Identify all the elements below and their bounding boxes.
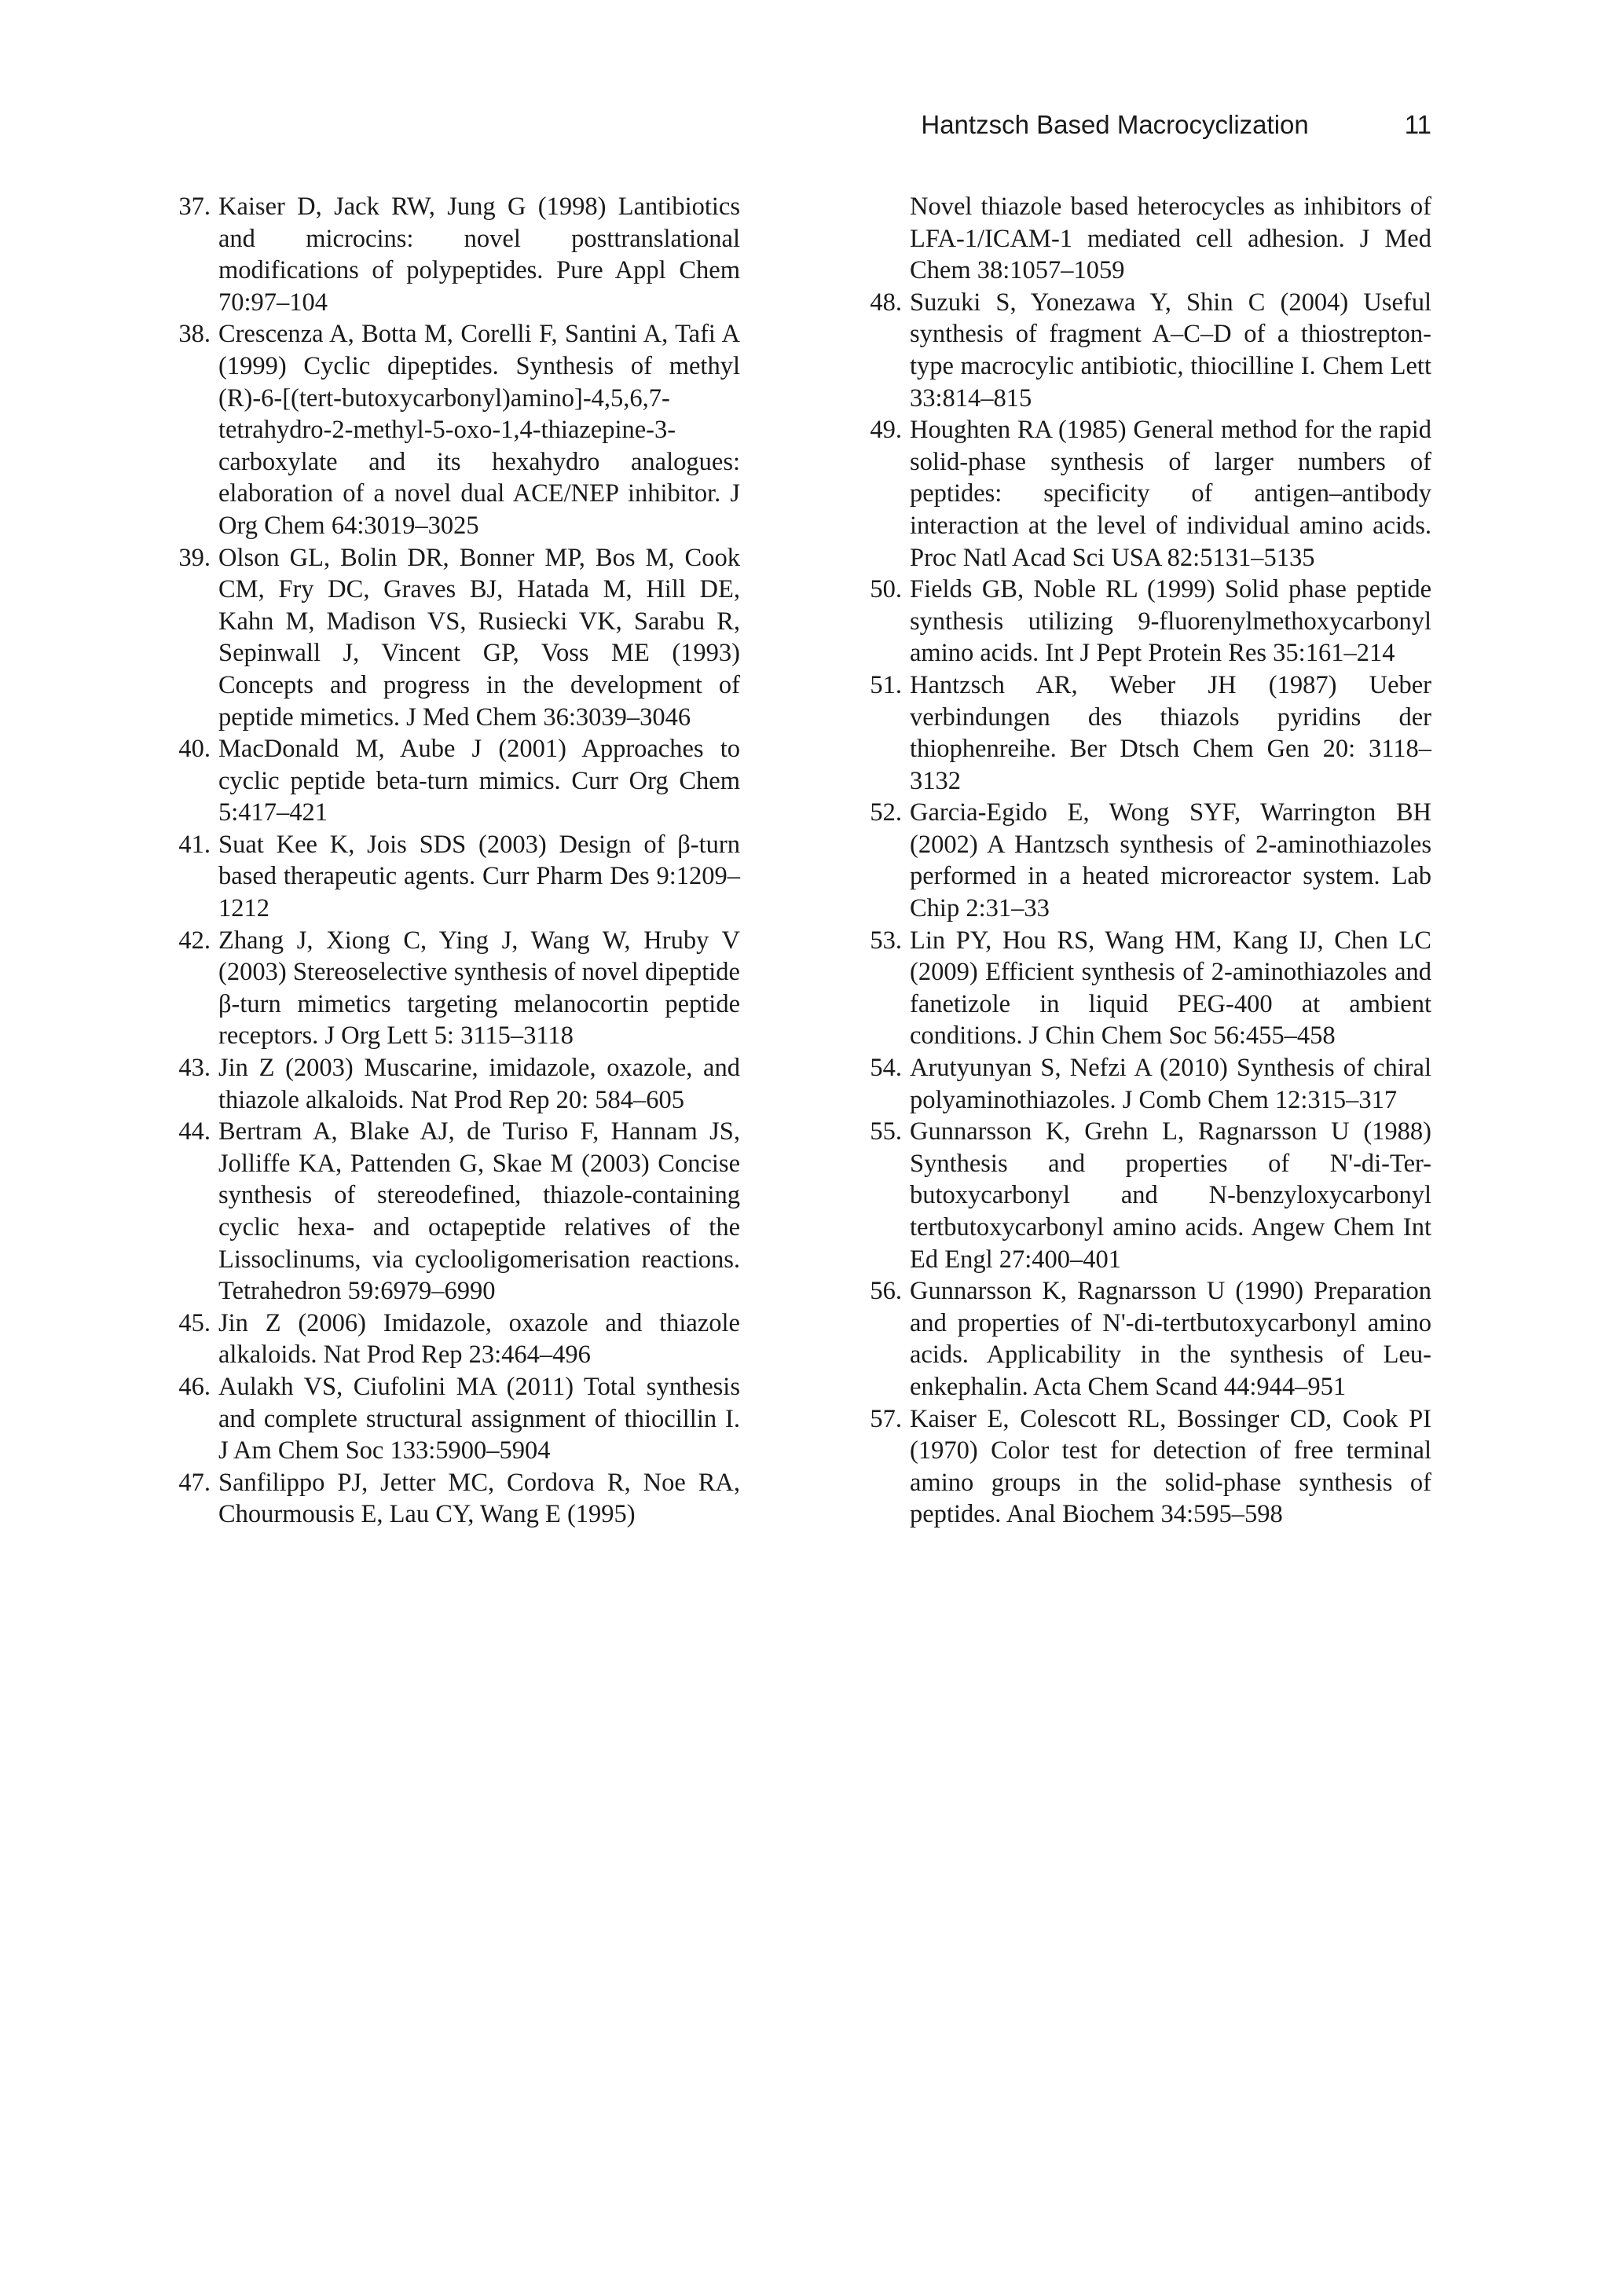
- reference-item: [157, 1467, 740, 1531]
- reference-text: Suat Kee K, Jois SDS (2003) Design of β-turn based therapeutic agents. Curr Pharm Des 9:1209–1212: [218, 830, 740, 923]
- reference-item: [848, 414, 1431, 574]
- reference-number: 49.: [870, 416, 902, 445]
- reference-item: [848, 1275, 1431, 1403]
- reference-text: Hantzsch AR, Weber JH (1987) Ueber verbindungen des thiazols pyridins der thiophenreihe. Ber Dtsch Chem Gen 20: 3118–3132: [910, 670, 1431, 795]
- reference-text: Olson GL, Bolin DR, Bonner MP, Bos M, Cook CM, Fry DC, Graves BJ, Hatada M, Hill DE, Kahn M, Madison VS, Rusiecki VK, Sarabu R, Sepinwall J, Vincent GP, Voss ME (1993) Concepts and progress in the development of peptide mimetics. J Med Chem 36:3039–3046: [218, 543, 740, 732]
- reference-number: 45.: [178, 1308, 211, 1337]
- reference-text: Arutyunyan S, Nefzi A (2010) Synthesis of chiral polyaminothiazoles. J Comb Chem 12:315–317: [910, 1054, 1431, 1114]
- references-right-column: [848, 191, 1431, 1531]
- reference-number: 48.: [870, 288, 902, 317]
- page-number: 11: [1404, 110, 1431, 139]
- reference-item: [157, 191, 740, 318]
- reference-text: Crescenza A, Botta M, Corelli F, Santini A, Tafi A (1999) Cyclic dipeptides. Synthesis of methyl (R)-6-[(tert-butoxycarbonyl)amino]-4,5,6,7- tetrahydro-2-methyl-5-oxo-1,4-thiazepine-3-carboxylate and its hexahydro analogues: elaboration of a novel dual ACE/NEP inhibitor. J Org Chem 64:3019–3025: [218, 320, 740, 540]
- reference-number: 37.: [178, 193, 211, 221]
- reference-text: Gunnarsson K, Ragnarsson U (1990) Preparation and properties of N'-di-tertbutoxycarbonyl amino acids. Applicability in the synthesis of Leu-enkephalin. Acta Chem Scand 44:944–951: [910, 1277, 1431, 1401]
- reference-text: Houghten RA (1985) General method for the rapid solid-phase synthesis of larger numbers of peptides: specificity of antigen–antibody interaction at the level of individual amino acids. Proc Natl Acad Sci USA 82:5131–5135: [910, 416, 1431, 572]
- reference-number: 54.: [870, 1054, 902, 1083]
- reference-text: Kaiser D, Jack RW, Jung G (1998) Lantibiotics and microcins: novel posttranslational modifications of polypeptides. Pure Appl Chem 70:97–104: [218, 193, 740, 317]
- reference-number: 57.: [870, 1404, 902, 1433]
- reference-number: 42.: [178, 926, 211, 955]
- reference-number: 56.: [870, 1277, 902, 1306]
- reference-number: 38.: [178, 320, 211, 349]
- running-head: [825, 110, 1431, 140]
- reference-item: [157, 925, 740, 1052]
- reference-item: [157, 733, 740, 829]
- references-left-column: [157, 191, 740, 1531]
- reference-item: [848, 287, 1431, 414]
- reference-number: 51.: [870, 670, 902, 699]
- reference-number: 53.: [870, 926, 902, 955]
- reference-text: Fields GB, Noble RL (1999) Solid phase peptide synthesis utilizing 9-fluorenylmethoxycarbonyl amino acids. Int J Pept Protein Res 35:161–214: [910, 575, 1431, 668]
- reference-text: Suzuki S, Yonezawa Y, Shin C (2004) Useful synthesis of fragment A–C–D of a thiostrepton-type macrocylic antibiotic, thiocilline I. Chem Lett 33:814–815: [910, 288, 1431, 413]
- reference-number: 55.: [870, 1117, 902, 1146]
- reference-item: [157, 542, 740, 734]
- reference-number: 44.: [178, 1117, 211, 1146]
- reference-item: [157, 1308, 740, 1371]
- reference-text: Garcia-Egido E, Wong SYF, Warrington BH (2002) A Hantzsch synthesis of 2-aminothiazoles performed in a heated microreactor system. Lab Chip 2:31–33: [910, 798, 1431, 923]
- reference-number: 41.: [178, 830, 211, 859]
- reference-text: Zhang J, Xiong C, Ying J, Wang W, Hruby V (2003) Stereoselective synthesis of novel dipeptide β-turn mimetics targeting melanocortin peptide receptors. J Org Lett 5: 3115–3118: [218, 926, 740, 1051]
- reference-text: Aulakh VS, Ciufolini MA (2011) Total synthesis and complete structural assignment of thiocillin I. J Am Chem Soc 133:5900–5904: [218, 1372, 740, 1465]
- reference-item: [157, 1116, 740, 1308]
- reference-text: Sanfilippo PJ, Jetter MC, Cordova R, Noe RA, Chourmousis E, Lau CY, Wang E (1995): [218, 1468, 740, 1529]
- reference-number: 47.: [178, 1468, 211, 1497]
- reference-text: Bertram A, Blake AJ, de Turiso F, Hannam JS, Jolliffe KA, Pattenden G, Skae M (2003) Concise synthesis of stereodefined, thiazole-containing cyclic hexa- and octapeptide relatives of the Lissoclinums, via cyclooligomerisation reactions. Tetrahedron 59:6979–6990: [218, 1117, 740, 1306]
- reference-text: Jin Z (2006) Imidazole, oxazole and thiazole alkaloids. Nat Prod Rep 23:464–496: [218, 1308, 740, 1370]
- reference-item: [157, 1052, 740, 1116]
- reference-item: [848, 669, 1431, 797]
- reference-item: [848, 925, 1431, 1052]
- reference-text: Gunnarsson K, Grehn L, Ragnarsson U (1988) Synthesis and properties of N'-di-Ter-butoxycarbonyl and N-benzyloxycarbonyl tertbutoxycarbonyl amino acids. Angew Chem Int Ed Engl 27:400–401: [910, 1117, 1431, 1274]
- reference-item: [848, 574, 1431, 669]
- reference-item: [157, 318, 740, 541]
- reference-number: 52.: [870, 798, 902, 827]
- reference-item: [848, 1116, 1431, 1275]
- reference-text: Jin Z (2003) Muscarine, imidazole, oxazole, and thiazole alkaloids. Nat Prod Rep 20: 584–605: [218, 1054, 740, 1114]
- reference-number: 39.: [178, 543, 211, 572]
- reference-number: 50.: [870, 575, 902, 604]
- reference-text: Kaiser E, Colescott RL, Bossinger CD, Cook PI (1970) Color test for detection of free terminal amino groups in the solid-phase synthesis of peptides. Anal Biochem 34:595–598: [910, 1404, 1431, 1529]
- reference-item: [848, 1403, 1431, 1531]
- reference-text: Lin PY, Hou RS, Wang HM, Kang IJ, Chen LC (2009) Efficient synthesis of 2-aminothiazoles and fanetizole in liquid PEG-400 at ambient conditions. J Chin Chem Soc 56:455–458: [910, 926, 1431, 1051]
- running-title: Hantzsch Based Macrocyclization: [921, 110, 1309, 139]
- reference-item: [848, 1052, 1431, 1116]
- reference-continuation: Novel thiazole based heterocycles as inhibitors of LFA-1/ICAM-1 mediated cell adhesion. J Med Chem 38:1057–1059: [910, 193, 1431, 285]
- reference-number: 46.: [178, 1372, 211, 1401]
- reference-number: 40.: [178, 735, 211, 764]
- reference-item: [848, 797, 1431, 924]
- reference-text: MacDonald M, Aube J (2001) Approaches to cyclic peptide beta-turn mimics. Curr Org Chem 5:417–421: [218, 735, 740, 827]
- reference-item: [157, 1371, 740, 1467]
- reference-number: 43.: [178, 1054, 211, 1083]
- reference-item: [157, 829, 740, 925]
